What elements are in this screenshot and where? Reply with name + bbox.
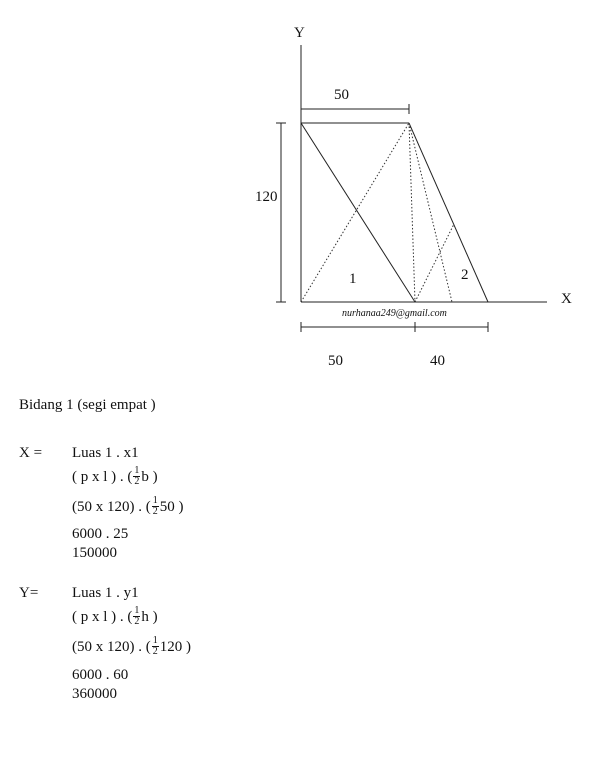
region-2-label: 2 [461, 267, 469, 283]
dim-left-label: 120 [255, 189, 278, 205]
geometry-diagram [0, 0, 606, 370]
x-calc-line1: Luas 1 . x1 [72, 445, 139, 461]
fraction-half: $\frac{1}{2}$ [152, 635, 158, 657]
section-title: Bidang 1 (segi empat ) [19, 397, 156, 413]
y-calc-line5: 360000 [72, 686, 117, 702]
x-calc-line2: ( p x l ) . ( $\frac{1}{2}$ b ) [72, 465, 158, 487]
fraction-half: $\frac{1}{2}$ [152, 495, 158, 517]
dim-bottom-label-1: 50 [328, 353, 343, 369]
x-axis-label: X [561, 291, 572, 307]
y-calc-line3: (50 x 120) . ( $\frac{1}{2}$ 120 ) [72, 635, 191, 657]
diag-1 [301, 123, 415, 302]
fraction-half: $\frac{1}{2}$ [134, 465, 140, 487]
region-1-label: 1 [349, 271, 357, 287]
y-calc-label: Y= [19, 585, 39, 601]
y-calc-line2: ( p x l ) . ( $\frac{1}{2}$ h ) [72, 605, 158, 627]
slant-edge [409, 123, 488, 302]
x-calc-line3: (50 x 120) . ( $\frac{1}{2}$ 50 ) [72, 495, 184, 517]
y-axis-label: Y [294, 25, 305, 41]
tri-line-b [415, 224, 454, 302]
x-calc-label: X = [19, 445, 43, 461]
y-calc-line1: Luas 1 . y1 [72, 585, 139, 601]
dim-bottom-label-2: 40 [430, 353, 445, 369]
rect-right-edge [409, 123, 415, 302]
watermark: nurhanaa249@gmail.com [342, 308, 447, 319]
dim-top-label: 50 [334, 87, 349, 103]
fraction-half: $\frac{1}{2}$ [134, 605, 140, 627]
x-calc-line4: 6000 . 25 [72, 526, 129, 542]
tri-line-a [409, 123, 452, 302]
x-calc-line5: 150000 [72, 545, 117, 561]
y-calc-line4: 6000 . 60 [72, 667, 129, 683]
